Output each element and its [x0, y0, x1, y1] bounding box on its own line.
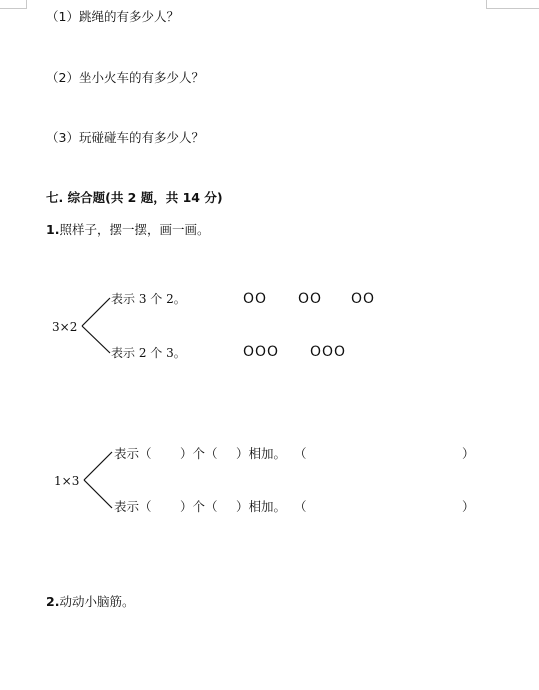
problem-2-text: 动动小脑筋。 — [59, 594, 135, 609]
exercise-top-answer-open: （ — [294, 446, 307, 461]
exercise-top-part-c: ）相加。 — [236, 446, 287, 461]
exercise-top-answer-close: ） — [462, 446, 475, 461]
exercise-top-part-a: 表示（ — [114, 446, 152, 461]
section-title: 七. 综合题(共 2 题，共 14 分) — [46, 190, 223, 205]
problem-2-number: 2. — [46, 594, 60, 609]
exercise-bottom-part-a: 表示（ — [114, 499, 152, 514]
circle-group-1: OO — [243, 291, 268, 307]
exercise-bottom-answer-close: ） — [462, 499, 475, 514]
example-expression: 3×2 — [52, 320, 78, 334]
circle-group-2: OO — [298, 291, 323, 307]
circle-group-5: OOO — [310, 344, 347, 360]
question-1: （1）跳绳的有多少人？ — [46, 9, 179, 24]
exercise-top-part-b: ）个（ — [180, 446, 218, 461]
exercise-bottom-answer-open: （ — [294, 499, 307, 514]
example-branch-top: 表示 3 个 2。 — [111, 292, 186, 306]
exercise-bottom-part-b: ）个（ — [180, 499, 218, 514]
exercise-expression: 1×3 — [54, 474, 80, 488]
circle-group-4: OOO — [243, 344, 280, 360]
problem-1-text: 照样子，摆一摆，画一画。 — [59, 222, 210, 237]
question-3: （3）玩碰碰车的有多少人？ — [46, 130, 204, 145]
problem-2-heading — [46, 594, 134, 610]
question-2: （2）坐小火车的有多少人？ — [46, 70, 204, 85]
circle-group-3: OO — [351, 291, 376, 307]
problem-1-number: 1. — [46, 222, 60, 237]
exercise-bottom-part-c: ）相加。 — [236, 499, 287, 514]
example-branch-bottom: 表示 2 个 3。 — [111, 346, 186, 360]
